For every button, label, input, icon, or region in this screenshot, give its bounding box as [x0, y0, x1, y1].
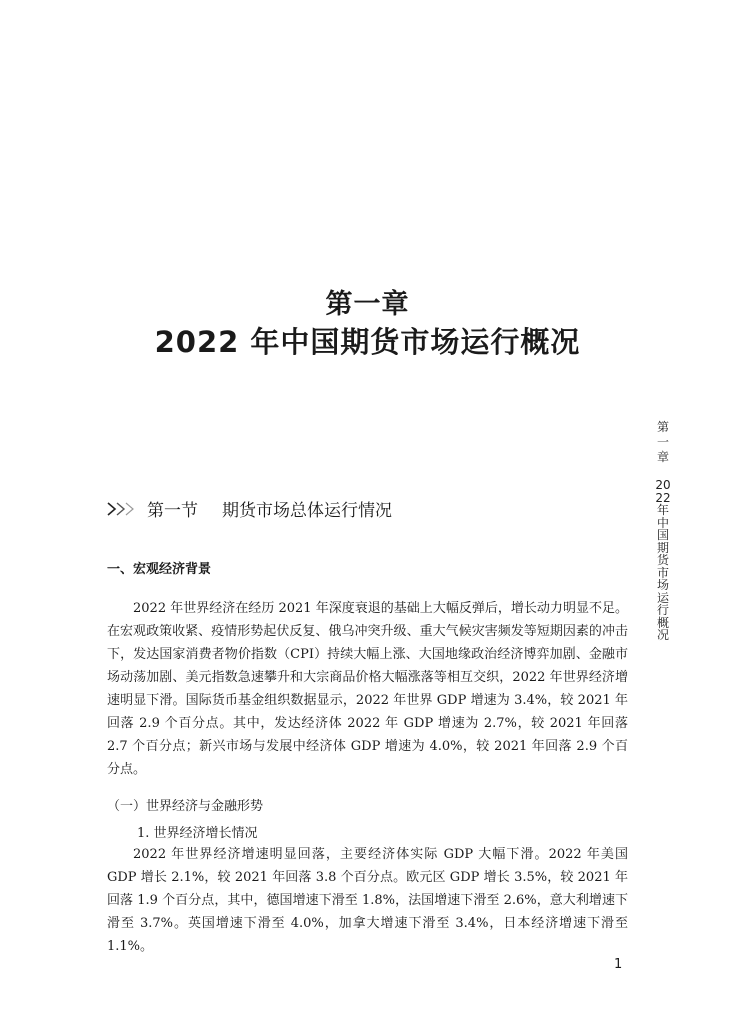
- paragraph-world-growth: 2022 年世界经济增速明显回落，主要经济体实际 GDP 大幅下滑。2022 年美国 GDP 增长 2.1%，较 2021 年回落 3.8 个百分点。欧元区 GDP 增长 3.5%，较 2021 年回落 1.9 个百分点，其中，德国增速下滑至 1.8%，法国增速下滑至 2.6%，意大利增速下滑至 3.7%。英国增速下滑至 4.0%，加拿大增速下滑至 3.4%，日本经济增速下滑至 1.1%。: [107, 847, 628, 954]
- triple-chevron-icon: [107, 502, 137, 516]
- chapter-label: 第一章: [325, 289, 410, 320]
- side-chapter-tab: [652, 420, 674, 642]
- section-number: 第一节: [147, 501, 198, 521]
- item-heading: 1. 世界经济增长情况: [137, 826, 258, 841]
- chapter-title: 2022 年中国期货市场运行概况: [154, 325, 581, 359]
- section-title: 期货市场总体运行情况: [222, 501, 392, 521]
- paragraph-macro-background: 2022 年世界经济在经历 2021 年深度衰退的基础上大幅反弹后，增长动力明显不足。在宏观政策收紧、疫情形势起伏反复、俄乌冲突升级、重大气候灾害频发等短期因素的冲击下，发达国家消费者物价指数（CPI）持续大幅上涨、大国地缘政治经济博弈加剧、金融市场动荡加剧、美元指数急速攀升和大宗商品价格大幅涨落等相互交织，2022 年世界经济增速明显下滑。国际货币基金组织数据显示，2022 年世界 GDP 增速为 3.4%，较 2021 年回落 2.9 个百分点。其中，发达经济体 2022 年 GDP 增速为 2.7%，较 2021 年回落 2.7 个百分点；新兴市场与发展中经济体 GDP 增速为 4.0%，较 2021 年回落 2.9 个百分点。: [107, 601, 628, 777]
- sub-subheading: （一）世界经济与金融形势: [107, 799, 264, 814]
- page-number: 1: [614, 957, 623, 972]
- side-tab-chapter-title: 2022年中国期货市场运行概况: [655, 478, 671, 642]
- subheading: 一、宏观经济背景: [107, 562, 212, 577]
- side-tab-chapter-label: 第一章: [656, 420, 669, 464]
- section-heading: [107, 496, 392, 521]
